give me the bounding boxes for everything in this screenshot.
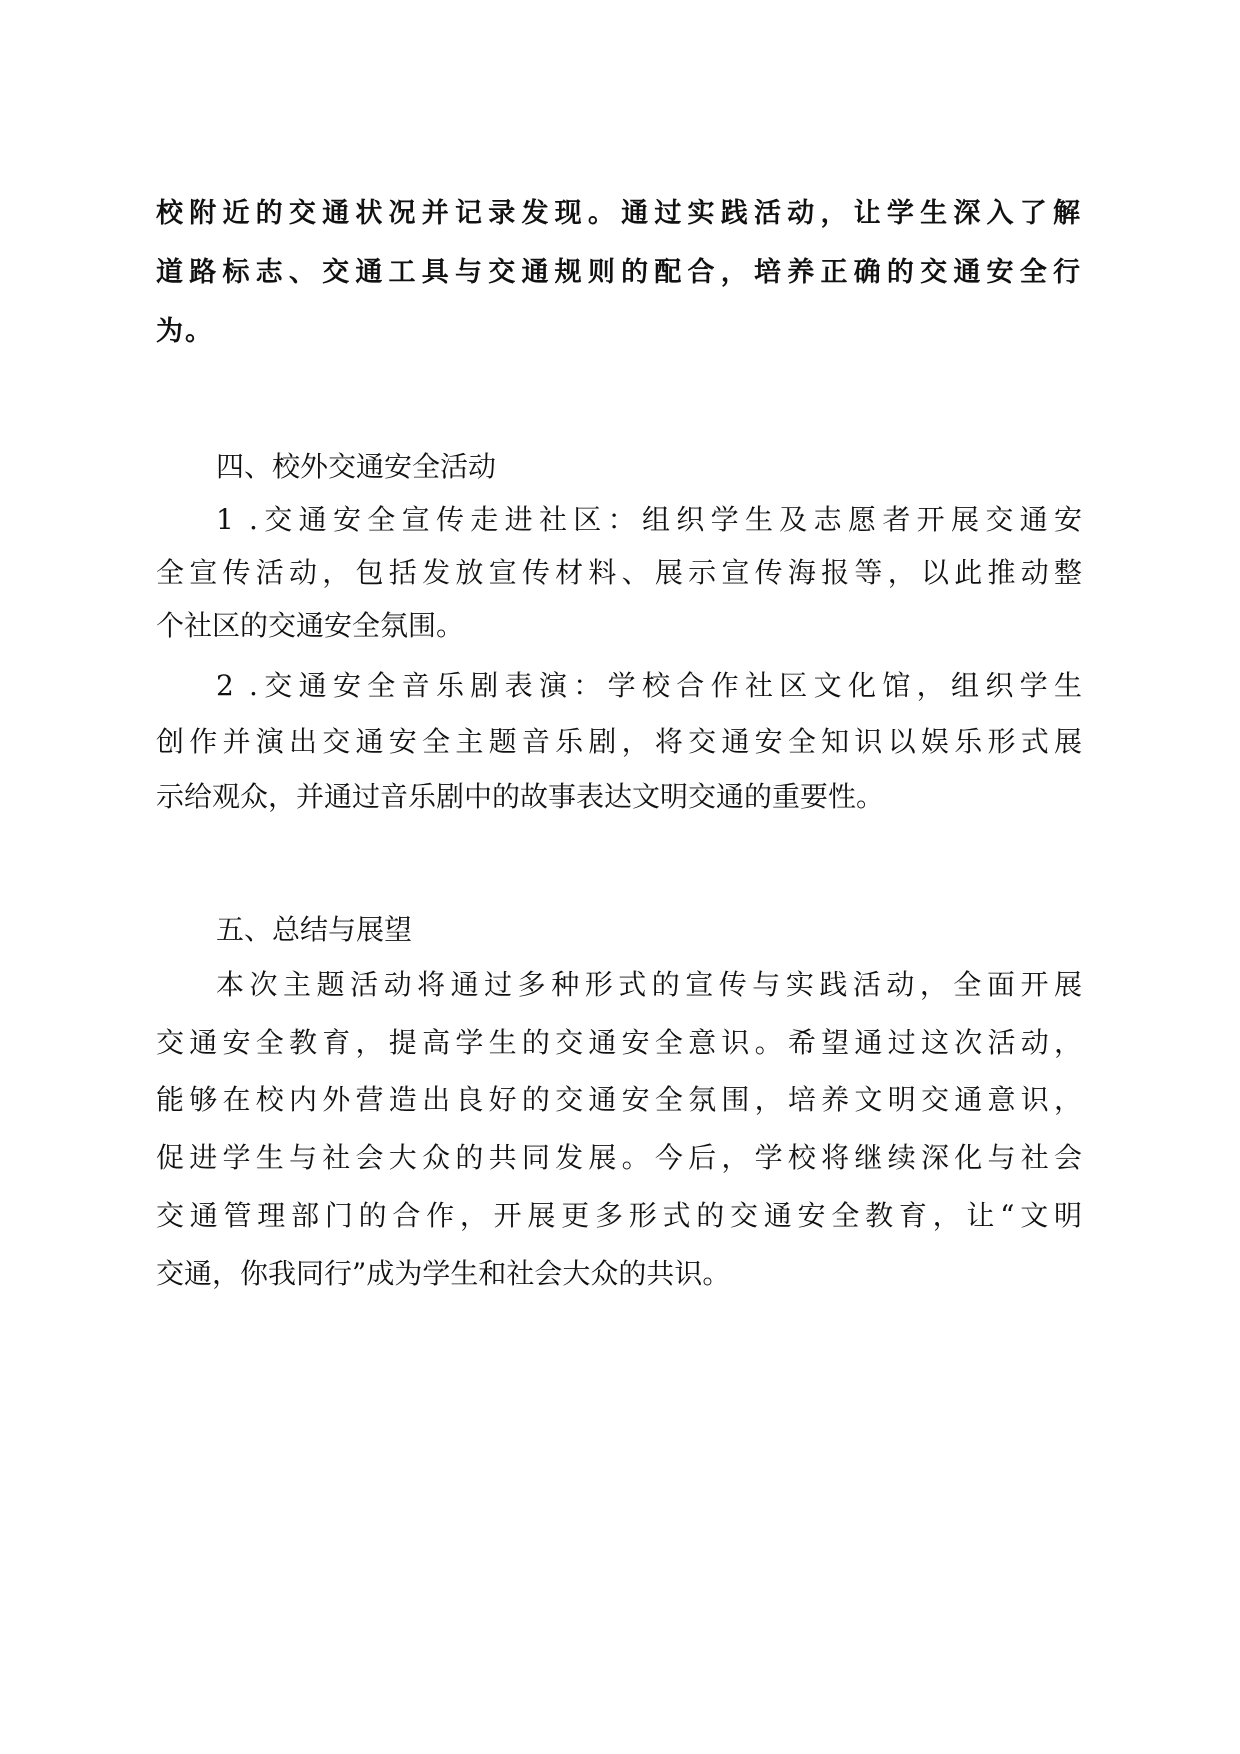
intro-line-2: 道路标志、交通工具与交通规则的配合，培养正确的交通安全行 [156, 257, 1082, 288]
section4-item1-line-3: 个社区的交通安全氛围。 [156, 609, 465, 642]
section4-item2-line-2: 创作并演出交通安全主题音乐剧，将交通安全知识以娱乐形式展 [156, 725, 1082, 758]
section5-paragraph-line-5: 交通管理部门的合作，开展更多形式的交通安全教育，让“文明 [156, 1199, 1082, 1232]
intro-line-3: 为。 [156, 316, 214, 347]
section5-paragraph-line-2: 交通安全教育，提高学生的交通安全意识。希望通过这次活动， [156, 1026, 1082, 1059]
section5-paragraph-line-6: 交通，你我同行”成为学生和社会大众的共识。 [156, 1257, 731, 1290]
section5-paragraph-line-4: 促进学生与社会大众的共同发展。今后，学校将继续深化与社会 [156, 1141, 1082, 1174]
section4-item2-line-3: 示给观众，并通过音乐剧中的故事表达文明交通的重要性。 [156, 780, 885, 813]
section4-item1-line-2: 全宣传活动，包括发放宣传材料、展示宣传海报等，以此推动整 [156, 556, 1082, 589]
section5-paragraph-line-1: 本次主题活动将通过多种形式的宣传与实践活动，全面开展 [216, 968, 1082, 1001]
section4-item2-line-1: 2 .交通安全音乐剧表演：学校合作社区文化馆，组织学生 [216, 669, 1082, 702]
section5-paragraph-line-3: 能够在校内外营造出良好的交通安全氛围，培养文明交通意识， [156, 1083, 1082, 1116]
section4-heading: 四、校外交通安全活动 [216, 450, 497, 483]
section5-heading: 五、总结与展望 [216, 913, 413, 946]
section4-item1-line-1: 1 .交通安全宣传走进社区：组织学生及志愿者开展交通安 [216, 503, 1082, 536]
intro-line-1: 校附近的交通状况并记录发现。通过实践活动，让学生深入了解 [156, 198, 1082, 229]
